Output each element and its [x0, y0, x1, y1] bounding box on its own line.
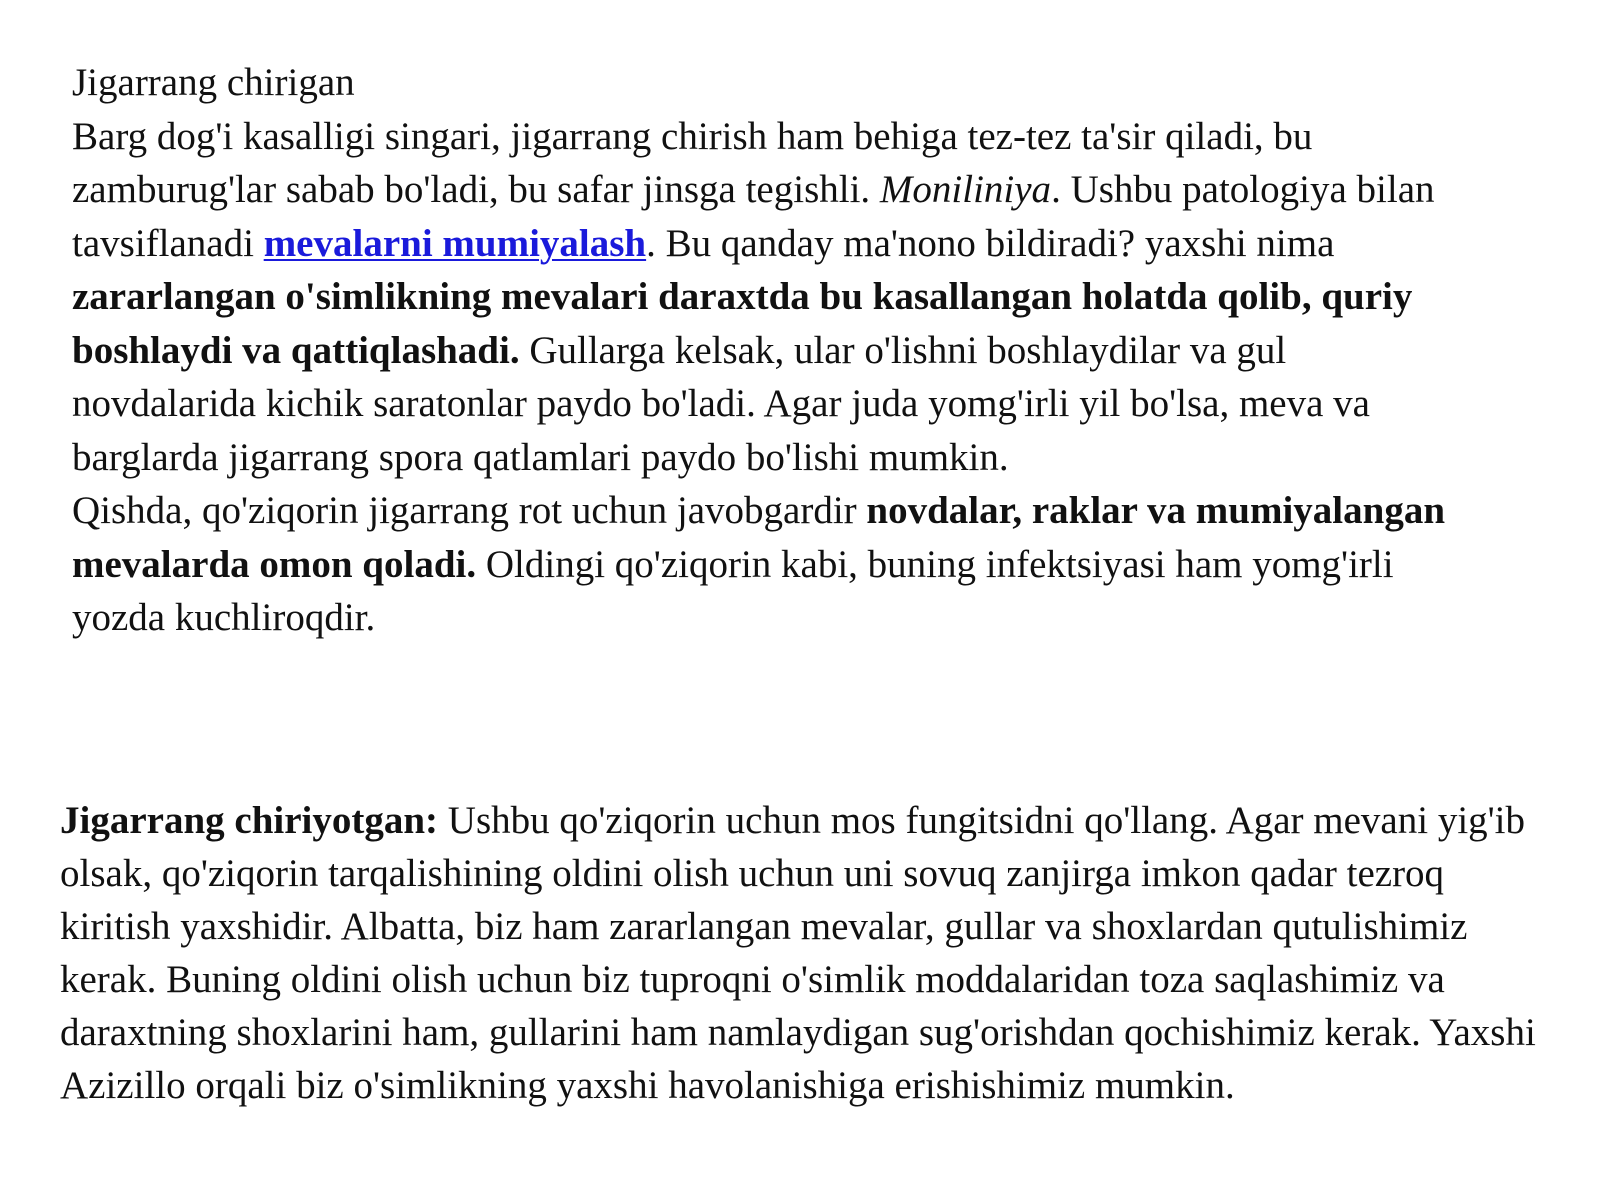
treatment-label: Jigarrang chiriyotgan: — [60, 799, 439, 842]
treatment-text: Ushbu qo'ziqorin uchun mos fungitsidni qo'llang. Agar mevani yig'ib olsak, qo'ziqorin tarqalishining oldini olish uchun uni sovuq zanjirga imkon qadar tezroq kiritish yaxshidir. Albatta, biz ham zararlangan mevalar, gullar va shoxlardan qutulishimiz kerak. Buning oldini olish uchun biz tuproqni o'simlik moddalaridan toza saqlashimiz va daraxtning shoxlarini ham, gullarini ham namlaydigan sug'orishdan qochishimiz kerak. Yaxshi Azizillo orqali biz o'simlikning yaxshi havolanishiga erishishimiz mumkin. — [60, 799, 1536, 1107]
paragraph-text: Oldingi qo'ziqorin kabi, buning infektsiyasi ham yomg'irli yozda kuchliroqdir. — [72, 542, 1394, 639]
paragraph-brown-rot-description — [72, 110, 1452, 485]
bold-emphasis: novdalar, raklar va mumiyalangan mevalarda omon qoladi. — [72, 489, 1446, 586]
mummification-link[interactable]: mevalarni mumiyalash — [263, 221, 647, 265]
paragraph-text: . Ushbu patologiya bilan tavsiflanadi — [72, 168, 1435, 265]
paragraph-text: Gullarga kelsak, ular o'lishni boshlaydilar va gul novdalarida kichik saratonlar paydo bo'ladi. Agar juda yomg'irli yil bo'lsa, meva va barglarda jigarrang spora qatlamlari paydo bo'lishi mumkin. — [72, 328, 1370, 479]
treatment-paragraph — [60, 794, 1560, 1112]
paragraph-winter-survival — [72, 484, 1452, 645]
treatment-section — [60, 794, 1560, 1112]
genus-name: Moniliniya — [879, 168, 1052, 211]
bold-emphasis: zararlangan o'simlikning mevalari daraxtda bu kasallangan holatda qolib, quriy boshlaydi va qattiqlashadi. — [72, 275, 1413, 372]
paragraph-text: . Bu qanday ma'nono bildiradi? yaxshi nima — [646, 221, 1335, 265]
paragraph-text: Qishda, qo'ziqorin jigarrang rot uchun javobgardir — [72, 489, 867, 532]
section-heading: Jigarrang chirigan — [72, 61, 355, 104]
article-section — [72, 56, 1452, 645]
paragraph-text: Barg dog'i kasalligi singari, jigarrang chirish ham behiga tez-tez ta'sir qiladi, bu zamburug'lar sabab bo'ladi, bu safar jinsga tegishli. — [72, 114, 1313, 211]
